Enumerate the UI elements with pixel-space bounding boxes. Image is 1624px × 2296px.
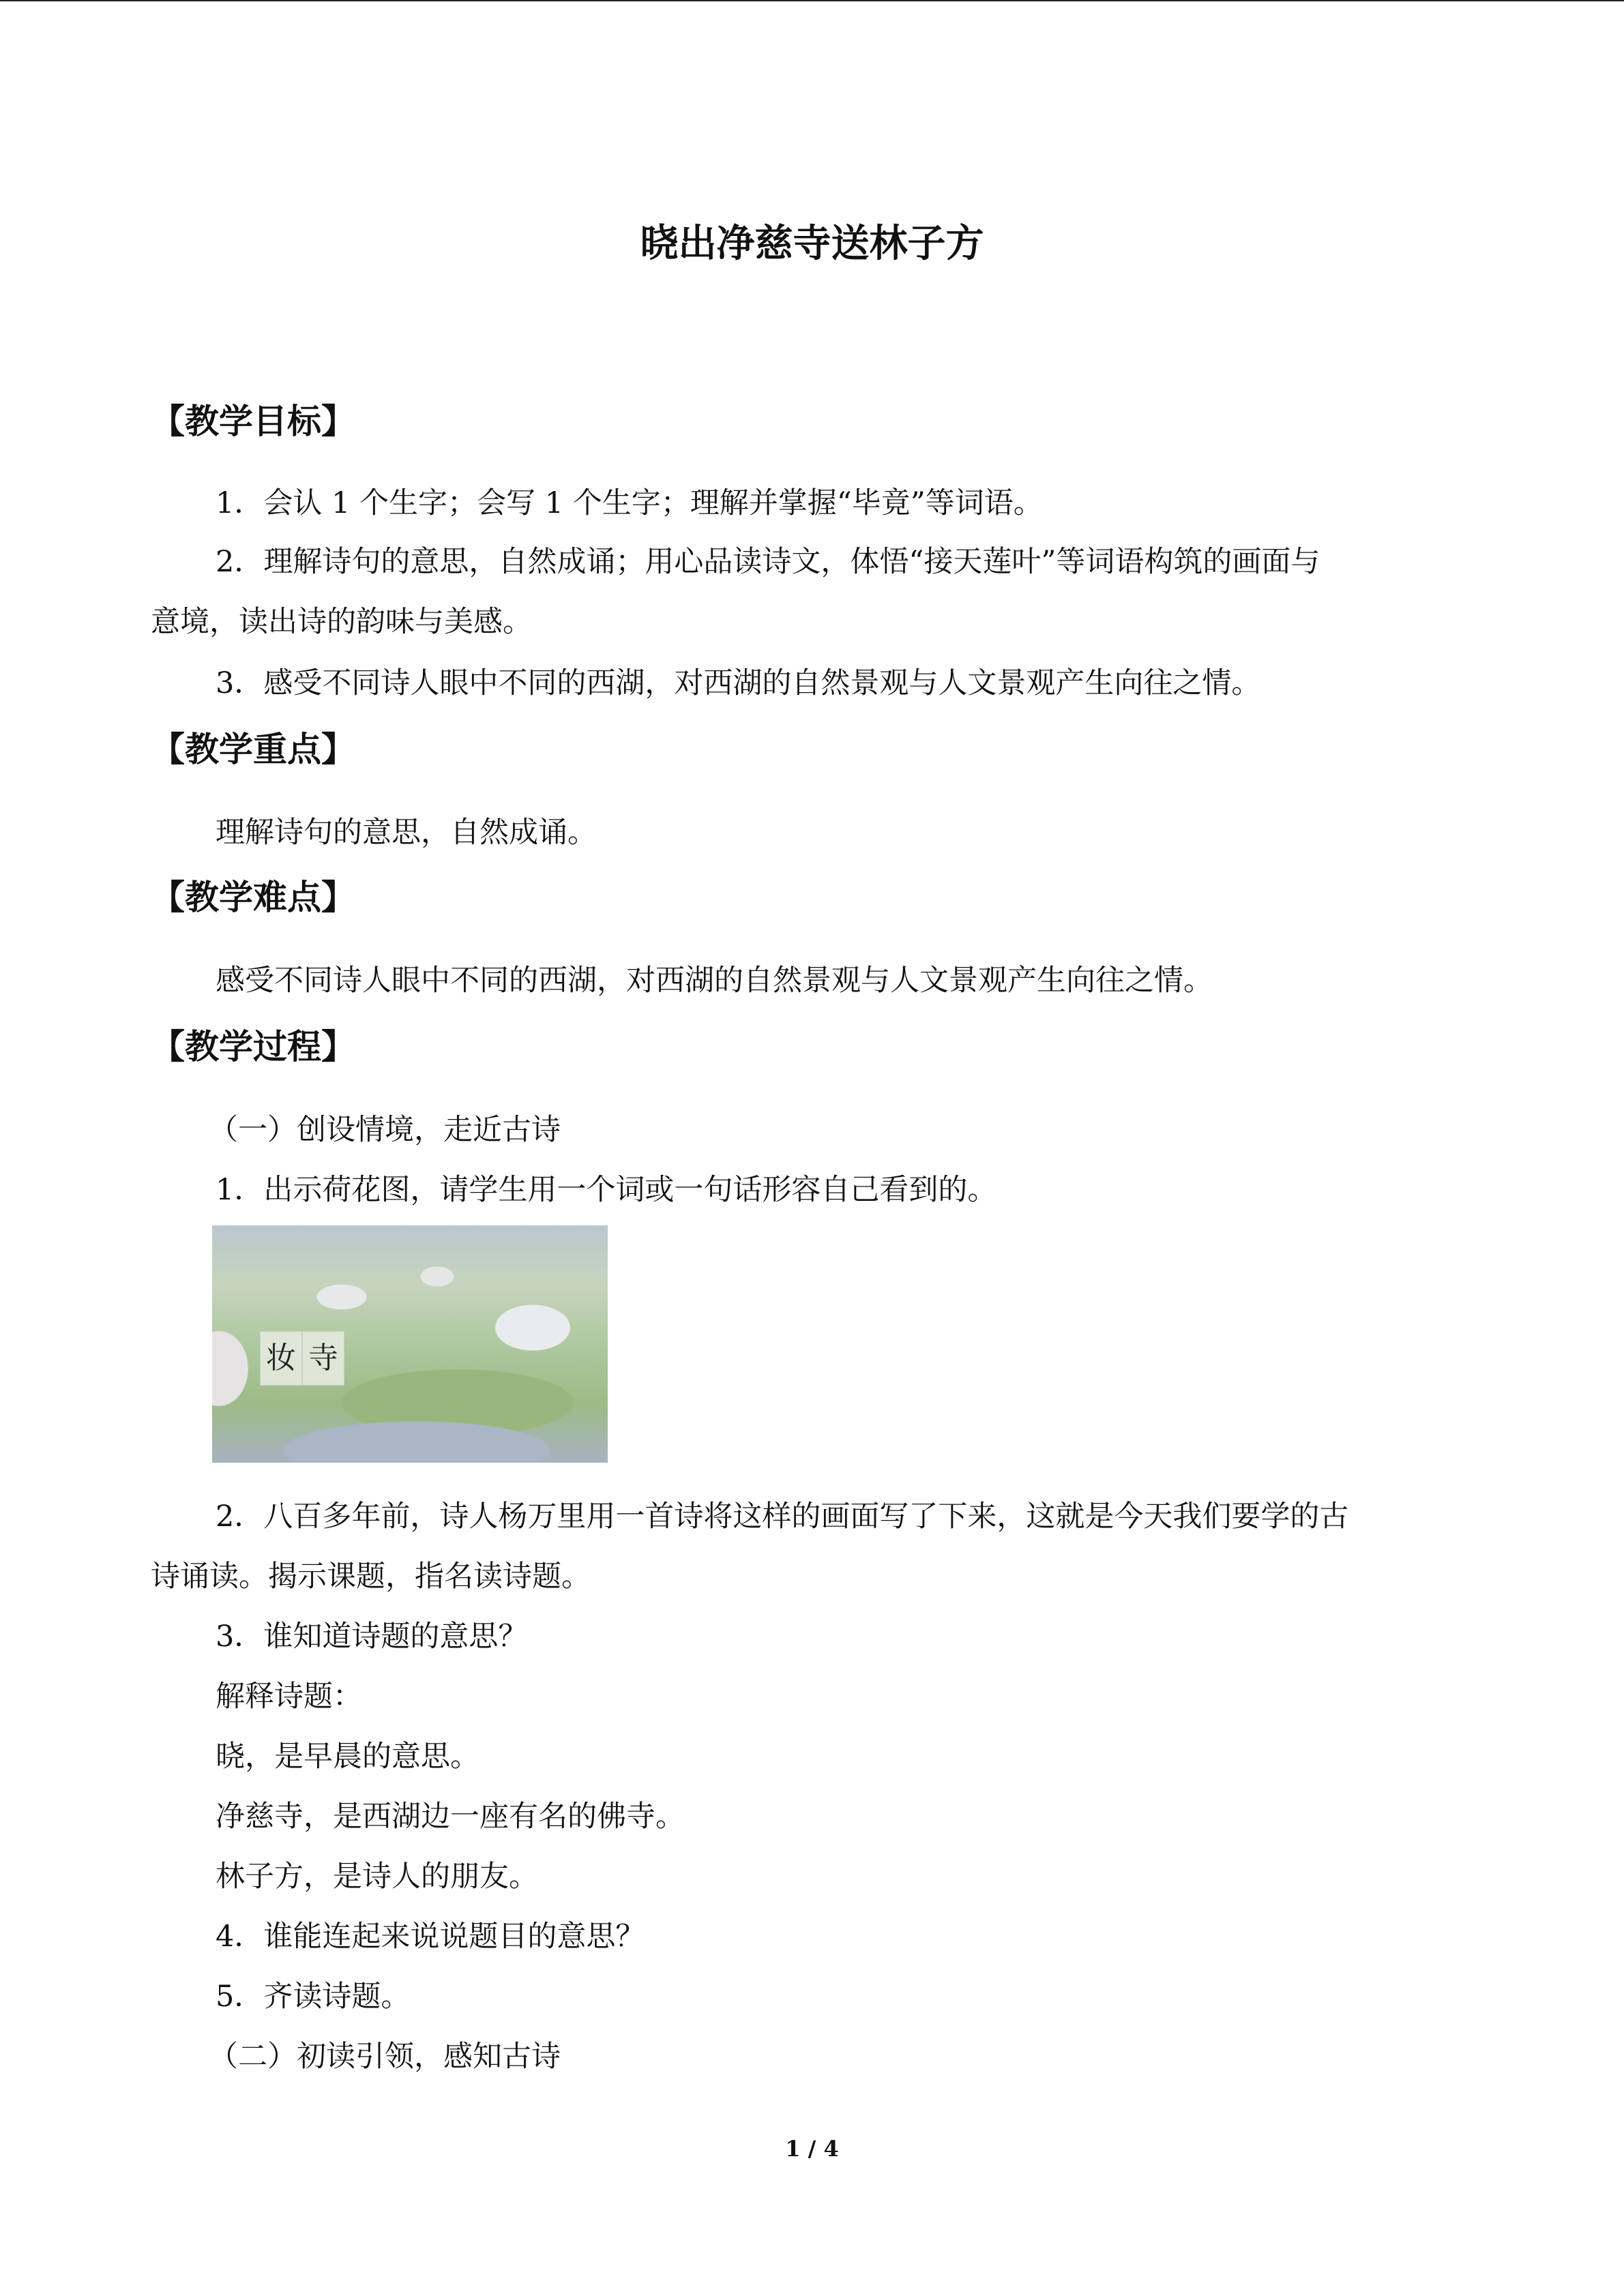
image-sign [260, 1331, 344, 1386]
goal-line: 意境，读出诗的韵味与美感。 [151, 605, 532, 639]
process-line: 5．齐读诗题。 [216, 1980, 411, 2014]
process-line: 净慈寺，是西湖边一座有名的佛寺。 [216, 1800, 685, 1834]
process-line: 1．出示荷花图，请学生用一个词或一句话形容自己看到的。 [216, 1173, 997, 1207]
process-line: （一）创设情境，走近古诗 [209, 1113, 561, 1147]
document-title: 晓出净慈寺送林子方 [640, 222, 984, 266]
key-point-text: 理解诗句的意思，自然成诵。 [216, 816, 597, 850]
process-line: 林子方，是诗人的朋友。 [216, 1860, 538, 1894]
heading-difficulties: 【教学难点】 [151, 878, 355, 917]
goal-line: 3．感受不同诗人眼中不同的西湖，对西湖的自然景观与人文景观产生向往之情。 [216, 666, 1261, 700]
process-line: 晓，是早晨的意思。 [216, 1740, 479, 1774]
page-number: 1 / 4 [785, 2136, 839, 2162]
heading-key-points: 【教学重点】 [151, 730, 355, 769]
process-line: 2．八百多年前，诗人杨万里用一首诗将这样的画面写了下来，这就是今天我们要学的古 [216, 1500, 1349, 1534]
process-line: 诗诵读。揭示课题，指名读诗题。 [151, 1560, 591, 1594]
process-line: 解释诗题： [216, 1680, 362, 1714]
difficulty-text: 感受不同诗人眼中不同的西湖，对西湖的自然景观与人文景观产生向往之情。 [216, 964, 1213, 998]
sign-char: 妆 [260, 1331, 302, 1386]
heading-teaching-goals: 【教学目标】 [151, 402, 355, 441]
heading-teaching-process: 【教学过程】 [151, 1027, 355, 1067]
goal-line: 1．会认 1 个生字；会写 1 个生字；理解并掌握“毕竟”等词语。 [216, 486, 1043, 520]
process-line: 4．谁能连起来说说题目的意思？ [216, 1920, 645, 1954]
process-line: （二）初读引领，感知古诗 [209, 2040, 561, 2074]
sign-char: 寺 [302, 1331, 344, 1386]
lotus-painting-image [212, 1225, 608, 1463]
goal-line: 2．理解诗句的意思，自然成诵；用心品读诗文，体悟“接天莲叶”等词语构筑的画面与 [216, 545, 1320, 579]
process-line: 3．谁知道诗题的意思？ [216, 1620, 528, 1654]
